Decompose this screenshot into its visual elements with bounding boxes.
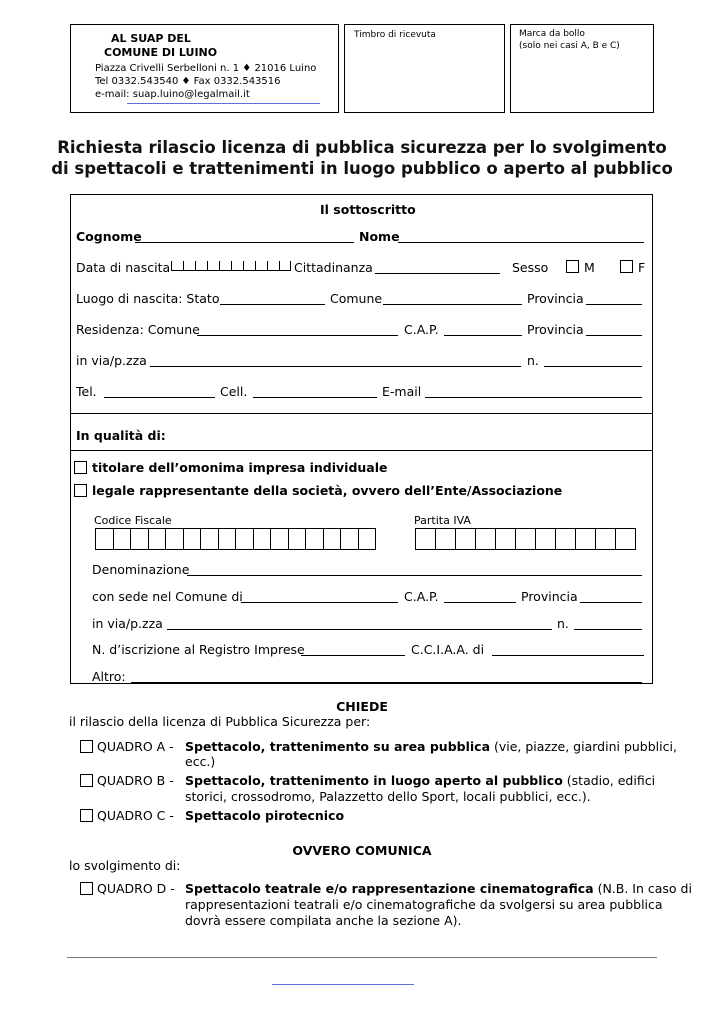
tel-label: Tel. xyxy=(76,384,97,399)
tax-code-label: Codice Fiscale xyxy=(94,514,172,527)
birth-municipality-label: Comune xyxy=(330,291,383,306)
quadro-d-note-line3: dovrà essere compilata anche la sezione A). xyxy=(185,913,462,928)
residence-zip-label: C.A.P. xyxy=(404,322,439,337)
seat-province-label: Provincia xyxy=(521,589,578,604)
request-heading: CHIEDE xyxy=(336,699,388,714)
cciaa-field[interactable] xyxy=(492,655,644,656)
seat-number-field[interactable] xyxy=(574,629,642,630)
quadro-d-label: QUADRO D - xyxy=(97,881,175,896)
surname-field[interactable] xyxy=(135,242,354,243)
office-email[interactable]: e-mail: suap.luino@legalmail.it xyxy=(95,89,250,100)
other-field[interactable] xyxy=(131,682,642,683)
birth-country-field[interactable] xyxy=(220,304,325,305)
request-intro: il rilascio della licenza di Pubblica Sicurezza per: xyxy=(69,714,371,729)
quadro-a-description xyxy=(185,739,677,754)
seat-zip-label: C.A.P. xyxy=(404,589,439,604)
street-field[interactable] xyxy=(150,366,521,367)
denomination-label: Denominazione xyxy=(92,562,190,577)
addressee-line2: COMUNE DI LUINO xyxy=(104,46,218,59)
quadro-b-checkbox[interactable] xyxy=(80,774,93,787)
residence-province-field[interactable] xyxy=(586,335,642,336)
name-field[interactable] xyxy=(398,242,644,243)
quadro-a-note: (vie, piazze, giardini pubblici, xyxy=(490,739,677,754)
tax-code-field[interactable] xyxy=(95,528,376,550)
quadro-d-title: Spettacolo teatrale e/o rappresentazione cinematografica xyxy=(185,881,594,896)
revenue-stamp-note: (solo nei casi A, B e C) xyxy=(519,41,620,51)
seat-province-field[interactable] xyxy=(580,602,642,603)
street-number-field[interactable] xyxy=(544,366,642,367)
name-label: Nome xyxy=(359,229,400,244)
denomination-field[interactable] xyxy=(187,575,642,576)
registry-label: N. d’iscrizione al Registro Imprese xyxy=(92,642,305,657)
street-number-label: n. xyxy=(527,353,539,368)
footer-divider xyxy=(67,957,657,958)
citizenship-label: Cittadinanza xyxy=(294,260,373,275)
residence-province-label: Provincia xyxy=(527,322,584,337)
sole-owner-checkbox[interactable] xyxy=(74,461,87,474)
addressee-line1: AL SUAP DEL xyxy=(111,32,191,45)
office-phone-fax: Tel 0332.543540 ♦ Fax 0332.543516 xyxy=(95,76,281,87)
capacity-heading: In qualità di: xyxy=(76,428,166,443)
applicant-heading: Il sottoscritto xyxy=(320,202,416,217)
document-title-line2: di spettacoli e trattenimenti in luogo pubblico o aperto al pubblico xyxy=(51,159,673,178)
sex-label: Sesso xyxy=(512,260,549,275)
quadro-c-title: Spettacolo pirotecnico xyxy=(185,808,345,823)
legal-representative-label: legale rappresentante della società, ovvero dell’Ente/Associazione xyxy=(92,483,563,498)
email-underline xyxy=(127,103,320,104)
seat-number-label: n. xyxy=(557,616,569,631)
birth-place-label: Luogo di nascita: Stato xyxy=(76,291,220,306)
sex-female-label: F xyxy=(638,260,646,275)
email-field[interactable] xyxy=(425,397,642,398)
quadro-b-note-line2: storici, crossodromo, Palazzetto dello Sport, locali pubblici, ecc.). xyxy=(185,789,591,804)
seat-street-field[interactable] xyxy=(167,629,552,630)
cell-field[interactable] xyxy=(253,397,377,398)
communication-intro: lo svolgimento di: xyxy=(69,858,181,873)
seat-label: con sede nel Comune di xyxy=(92,589,243,604)
quadro-b-label: QUADRO B - xyxy=(97,773,174,788)
sex-female-checkbox[interactable] xyxy=(620,260,633,273)
quadro-a-label: QUADRO A - xyxy=(97,739,174,754)
citizenship-field[interactable] xyxy=(375,273,500,274)
receipt-stamp-label: Timbro di ricevuta xyxy=(354,30,436,40)
vat-field[interactable] xyxy=(415,528,636,550)
quadro-d-note-line2: rappresentazioni teatrali e/o cinematografiche da svolgersi su area pubblica xyxy=(185,897,663,912)
quadro-a-checkbox[interactable] xyxy=(80,740,93,753)
street-label: in via/p.zza xyxy=(76,353,147,368)
birth-date-label: Data di nascita xyxy=(76,260,171,275)
quadro-c-checkbox[interactable] xyxy=(80,809,93,822)
email-label: E-mail xyxy=(382,384,422,399)
quadro-d-checkbox[interactable] xyxy=(80,882,93,895)
vat-label: Partita IVA xyxy=(414,514,471,527)
birth-date-field[interactable] xyxy=(171,261,291,271)
quadro-b-note: (stadio, edifici xyxy=(562,773,656,788)
seat-municipality-field[interactable] xyxy=(241,602,398,603)
revenue-stamp-label: Marca da bollo xyxy=(519,29,585,39)
other-label: Altro: xyxy=(92,669,126,684)
quadro-a-note-line2: ecc.) xyxy=(185,754,216,769)
quadro-b-title: Spettacolo, trattenimento in luogo aperto al pubblico xyxy=(185,773,563,788)
quadro-c-label: QUADRO C - xyxy=(97,808,174,823)
surname-label: Cognome xyxy=(76,229,142,244)
document-title-line1: Richiesta rilascio licenza di pubblica sicurezza per lo svolgimento xyxy=(57,138,667,157)
quadro-b-description xyxy=(185,773,655,788)
seat-street-label: in via/p.zza xyxy=(92,616,163,631)
communication-heading: OVVERO COMUNICA xyxy=(292,843,432,858)
sex-male-checkbox[interactable] xyxy=(566,260,579,273)
quadro-a-title: Spettacolo, trattenimento su area pubblica xyxy=(185,739,490,754)
residence-label: Residenza: Comune xyxy=(76,322,200,337)
residence-municipality-field[interactable] xyxy=(197,335,398,336)
birth-municipality-field[interactable] xyxy=(383,304,522,305)
birth-province-label: Provincia xyxy=(527,291,584,306)
cciaa-label: C.C.I.A.A. di xyxy=(411,642,485,657)
quadro-d-note: (N.B. In caso di xyxy=(593,881,692,896)
quadro-d-description xyxy=(185,881,692,896)
cell-label: Cell. xyxy=(220,384,248,399)
seat-zip-field[interactable] xyxy=(444,602,516,603)
footer-link-underline xyxy=(272,984,414,985)
sex-male-label: M xyxy=(584,260,595,275)
tel-field[interactable] xyxy=(104,397,215,398)
residence-zip-field[interactable] xyxy=(444,335,522,336)
registry-field[interactable] xyxy=(301,655,405,656)
sole-owner-label: titolare dell’omonima impresa individuale xyxy=(92,460,388,475)
legal-representative-checkbox[interactable] xyxy=(74,484,87,497)
office-address: Piazza Crivelli Serbelloni n. 1 ♦ 21016 Luino xyxy=(95,63,317,74)
birth-province-field[interactable] xyxy=(586,304,642,305)
